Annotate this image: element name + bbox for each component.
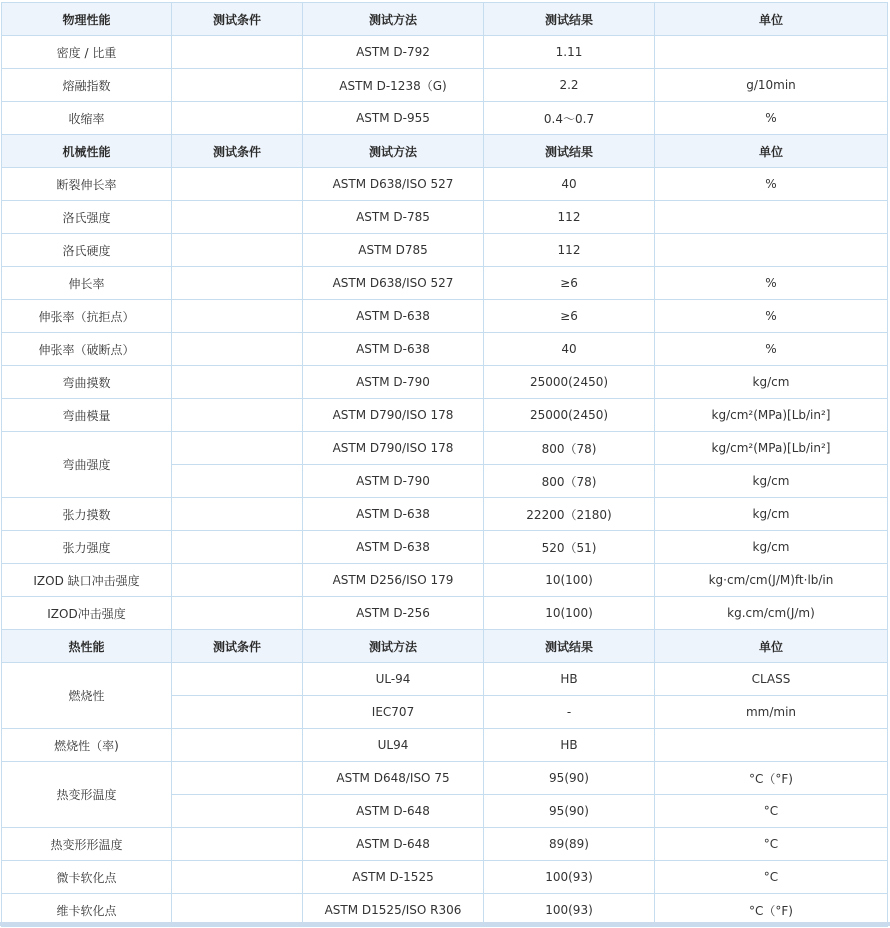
properties-table [1,2,888,927]
table-row [2,531,888,564]
column-header-conditions: 测试条件 [172,630,303,663]
test-method-cell: UL-94 [303,663,484,696]
table-row [2,663,888,696]
test-method-cell: ASTM D-955 [303,102,484,135]
property-name-cell: 洛氏强度 [2,201,172,234]
test-condition-cell [172,234,303,267]
test-result-cell: 2.2 [484,69,655,102]
test-method-cell: ASTM D1525/ISO R306 [303,894,484,927]
section-header-row [2,630,888,663]
test-result-cell: 22200（2180) [484,498,655,531]
table-row [2,597,888,630]
test-result-cell: 10(100) [484,597,655,630]
column-header-unit: 单位 [655,135,888,168]
property-name-cell: 弯曲摸数 [2,366,172,399]
unit-cell: °C（°F) [655,762,888,795]
unit-cell: kg·cm/cm(J/M)ft·lb/in [655,564,888,597]
test-method-cell: ASTM D638/ISO 527 [303,168,484,201]
test-result-cell: 520（51) [484,531,655,564]
test-method-cell: ASTM D-638 [303,300,484,333]
table-row [2,102,888,135]
column-header-result: 测试结果 [484,630,655,663]
unit-cell [655,729,888,762]
test-condition-cell [172,696,303,729]
test-result-cell: 40 [484,333,655,366]
test-condition-cell [172,432,303,465]
section-title: 机械性能 [2,135,172,168]
test-condition-cell [172,663,303,696]
test-method-cell: ASTM D-648 [303,795,484,828]
property-name-cell: 密度 / 比重 [2,36,172,69]
test-method-cell: ASTM D256/ISO 179 [303,564,484,597]
test-condition-cell [172,861,303,894]
column-header-unit: 单位 [655,3,888,36]
unit-cell: °C [655,861,888,894]
test-condition-cell [172,498,303,531]
property-name-cell: 燃烧性 [2,663,172,729]
property-name-cell: 张力强度 [2,531,172,564]
test-condition-cell [172,465,303,498]
column-header-method: 测试方法 [303,135,484,168]
test-result-cell: HB [484,663,655,696]
test-result-cell: 95(90) [484,762,655,795]
unit-cell: % [655,300,888,333]
unit-cell: % [655,102,888,135]
test-result-cell: 89(89) [484,828,655,861]
table-row [2,201,888,234]
test-condition-cell [172,531,303,564]
property-name-cell: 燃烧性（率) [2,729,172,762]
column-header-result: 测试结果 [484,3,655,36]
table-row [2,36,888,69]
test-method-cell: ASTM D-648 [303,828,484,861]
property-name-cell: 弯曲模量 [2,399,172,432]
column-header-unit: 单位 [655,630,888,663]
unit-cell: °C（°F) [655,894,888,927]
test-result-cell: ≥6 [484,300,655,333]
test-result-cell: ≥6 [484,267,655,300]
unit-cell [655,234,888,267]
test-result-cell: 25000(2450) [484,366,655,399]
properties-table-body [2,3,888,927]
test-method-cell: ASTM D-785 [303,201,484,234]
test-condition-cell [172,168,303,201]
property-name-cell: 熔融指数 [2,69,172,102]
property-name-cell: 伸张率（抗拒点） [2,300,172,333]
table-row [2,432,888,465]
test-method-cell: ASTM D-638 [303,498,484,531]
test-condition-cell [172,333,303,366]
table-row [2,69,888,102]
property-name-cell: 微卡软化点 [2,861,172,894]
unit-cell: kg/cm [655,366,888,399]
test-condition-cell [172,399,303,432]
section-header-row [2,3,888,36]
column-header-conditions: 测试条件 [172,3,303,36]
unit-cell: °C [655,828,888,861]
test-condition-cell [172,729,303,762]
unit-cell: kg/cm [655,465,888,498]
property-name-cell: 张力摸数 [2,498,172,531]
table-row [2,498,888,531]
column-header-result: 测试结果 [484,135,655,168]
unit-cell [655,36,888,69]
test-method-cell: ASTM D-638 [303,333,484,366]
bottom-scroll-edge [0,922,890,926]
test-result-cell: 100(93) [484,894,655,927]
table-row [2,366,888,399]
test-result-cell: 10(100) [484,564,655,597]
test-result-cell: 1.11 [484,36,655,69]
unit-cell: °C [655,795,888,828]
test-condition-cell [172,366,303,399]
unit-cell: mm/min [655,696,888,729]
property-name-cell: 维卡软化点 [2,894,172,927]
property-name-cell: 热变形形温度 [2,828,172,861]
table-row [2,234,888,267]
column-header-method: 测试方法 [303,3,484,36]
property-name-cell: 伸张率（破断点） [2,333,172,366]
table-row [2,168,888,201]
test-condition-cell [172,795,303,828]
test-method-cell: ASTM D-256 [303,597,484,630]
section-header-row [2,135,888,168]
property-name-cell: 伸长率 [2,267,172,300]
test-method-cell: ASTM D-790 [303,366,484,399]
property-name-cell: IZOD 缺口冲击强度 [2,564,172,597]
unit-cell: CLASS [655,663,888,696]
table-row [2,861,888,894]
test-method-cell: ASTM D648/ISO 75 [303,762,484,795]
table-row [2,729,888,762]
property-name-cell: 收缩率 [2,102,172,135]
section-title: 热性能 [2,630,172,663]
test-result-cell: 112 [484,201,655,234]
unit-cell: % [655,267,888,300]
unit-cell: kg/cm [655,498,888,531]
table-row [2,267,888,300]
test-method-cell: ASTM D-1238（G) [303,69,484,102]
property-name-cell: 弯曲强度 [2,432,172,498]
table-row [2,564,888,597]
test-method-cell: UL94 [303,729,484,762]
property-name-cell: 断裂伸长率 [2,168,172,201]
unit-cell: % [655,168,888,201]
test-condition-cell [172,36,303,69]
test-condition-cell [172,828,303,861]
test-result-cell: - [484,696,655,729]
test-method-cell: ASTM D790/ISO 178 [303,399,484,432]
column-header-conditions: 测试条件 [172,135,303,168]
table-row [2,300,888,333]
test-condition-cell [172,267,303,300]
test-result-cell: 40 [484,168,655,201]
unit-cell: kg/cm [655,531,888,564]
table-row [2,762,888,795]
test-result-cell: HB [484,729,655,762]
test-condition-cell [172,201,303,234]
test-condition-cell [172,69,303,102]
test-result-cell: 112 [484,234,655,267]
test-result-cell: 25000(2450) [484,399,655,432]
unit-cell: kg/cm²(MPa)[Lb/in²] [655,399,888,432]
property-name-cell: 热变形温度 [2,762,172,828]
unit-cell: kg.cm/cm(J/m) [655,597,888,630]
table-row [2,333,888,366]
test-method-cell: ASTM D-790 [303,465,484,498]
test-method-cell: IEC707 [303,696,484,729]
test-method-cell: ASTM D-792 [303,36,484,69]
unit-cell: g/10min [655,69,888,102]
test-condition-cell [172,597,303,630]
column-header-method: 测试方法 [303,630,484,663]
test-result-cell: 100(93) [484,861,655,894]
test-method-cell: ASTM D638/ISO 527 [303,267,484,300]
test-result-cell: 95(90) [484,795,655,828]
test-condition-cell [172,564,303,597]
test-method-cell: ASTM D790/ISO 178 [303,432,484,465]
table-row [2,399,888,432]
property-name-cell: IZOD冲击强度 [2,597,172,630]
test-method-cell: ASTM D-638 [303,531,484,564]
test-condition-cell [172,762,303,795]
test-method-cell: ASTM D-1525 [303,861,484,894]
property-name-cell: 洛氏硬度 [2,234,172,267]
test-result-cell: 800（78) [484,432,655,465]
test-result-cell: 0.4～0.7 [484,102,655,135]
test-condition-cell [172,102,303,135]
unit-cell: % [655,333,888,366]
unit-cell: kg/cm²(MPa)[Lb/in²] [655,432,888,465]
test-condition-cell [172,300,303,333]
table-row [2,828,888,861]
test-method-cell: ASTM D785 [303,234,484,267]
section-title: 物理性能 [2,3,172,36]
test-result-cell: 800（78) [484,465,655,498]
unit-cell [655,201,888,234]
